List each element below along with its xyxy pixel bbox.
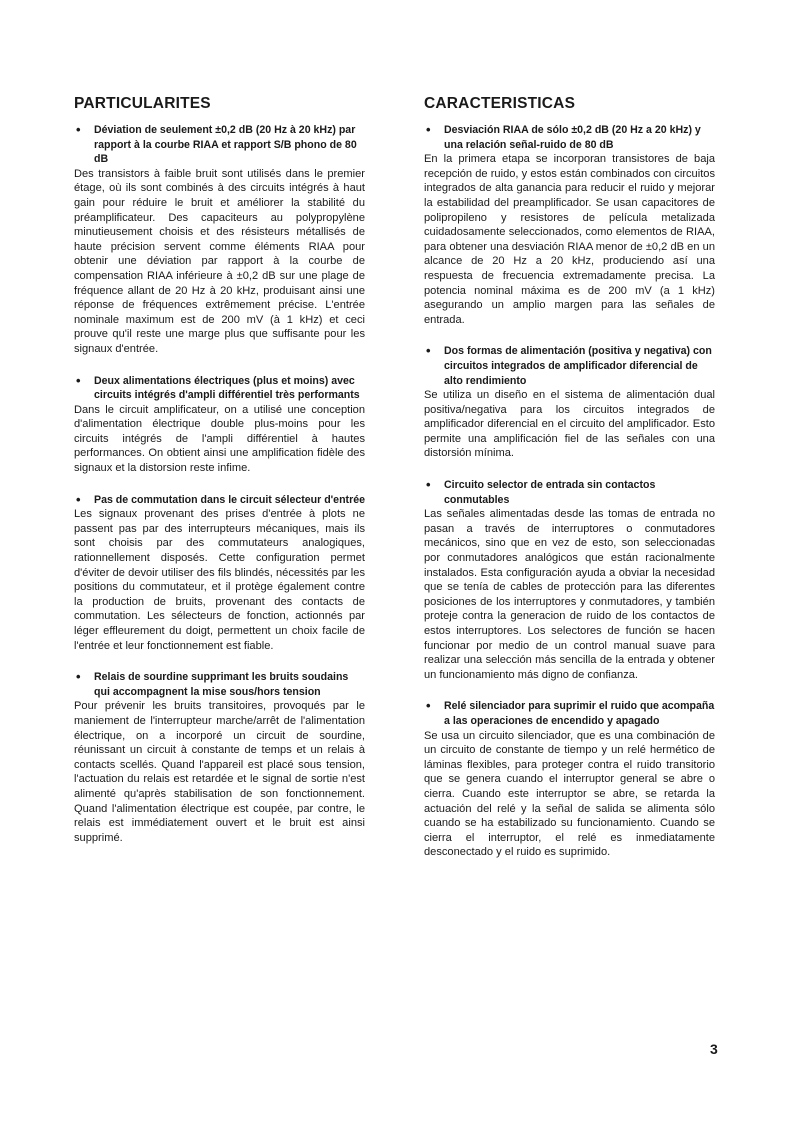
bullet-icon: •	[76, 669, 81, 685]
section-selector-fr	[74, 493, 365, 654]
section-power-fr	[74, 374, 365, 476]
bullet-text: Desviación RIAA de sólo ±0,2 dB (20 Hz a 20 kHz) y una relación señal-ruido de 80 dB	[444, 124, 701, 151]
bullet-text: Relé silenciador para suprimir el ruido que acompaña a las operaciones de encendido y apagado	[444, 700, 715, 727]
section-selector-es	[424, 478, 715, 682]
page-number: 3	[710, 1041, 718, 1057]
bullet-heading	[424, 478, 715, 507]
bullet-icon: •	[76, 372, 81, 388]
bullet-heading	[424, 344, 715, 388]
bullet-text: Dos formas de alimentación (positiva y negativa) con circuitos integrados de amplificador diferencial de alto rendimiento	[444, 345, 712, 387]
bullet-icon: •	[426, 698, 431, 714]
section-power-es	[424, 344, 715, 461]
section-body: Dans le circuit amplificateur, on a utilisé une conception d'alimentation électrique double plus-moins pour les circuits intégrés de l'ampli différentiel à hautes performances. On obtient ainsi une amplification fidèle des signaux et la distorsion reste infime.	[74, 403, 365, 475]
bullet-text: Deux alimentations électriques (plus et moins) avec circuits intégrés d'ampli différentiel très performants	[94, 374, 360, 402]
section-muting-fr	[74, 670, 365, 845]
bullet-text: Circuito selector de entrada sin contactos conmutables	[444, 479, 656, 506]
french-heading: PARTICULARITES	[74, 95, 211, 112]
bullet-text: Déviation de seulement ±0,2 dB (20 Hz à 20 kHz) par rapport à la courbe RIAA et rapport S/B phono de 80 dB	[94, 124, 357, 166]
bullet-heading	[424, 123, 715, 152]
bullet-heading	[74, 670, 365, 699]
spanish-heading: CARACTERISTICAS	[424, 95, 576, 112]
section-body: Les signaux provenant des prises d'entrée à plots ne passent pas par des interrupteurs mécaniques, mais ils sont choisis par des commutateurs analogiques, rationnellement disposés. Cette configuration permet d'éviter de devoir utiliser des fils blindés, nécessités par les positions du commutateur, et il protège également contre la production de bruits, provenant des contacts de commutation. Les sélecteurs de fonction, actionnés par léger effleurement du doigt, permettent un choix facile de l'entrée et leur fonctionnement est fiable.	[74, 508, 365, 652]
bullet-icon: •	[426, 343, 431, 359]
bullet-heading	[74, 123, 365, 167]
bullet-heading	[74, 374, 365, 403]
section-body: En la primera etapa se incorporan transistores de baja recepción de ruido, y estos están combinados con circuitos integrados de alta ganancia para reducir el ruido y mejorar la estabilidad del preamplificador. Se usan capacitores de polipropileno y resistores de película metalizada cuidadosamente seleccionados, como elementos de RIAA, para obtener una desviación RIAA menor de ±0,2 dB en un alcance de 20 Hz a 20 kHz, produciendo así una respuesta de frecuencia extremadamente precisa. La potencia nominal máxima es de 200 mV (a 1 kHz) asegurando un amplio margen para las señales de entrada.	[424, 153, 715, 326]
bullet-text: Pas de commutation dans le circuit sélecteur d'entrée	[94, 493, 365, 506]
bullet-icon: •	[76, 491, 81, 507]
section-body: Se utiliza un diseño en el sistema de alimentación dual positiva/negativa para los circuitos integrados de amplificador diferencial en el circuito del amplificador. Esto permite una amplificación fiel de las señales con una distorsión mínima.	[424, 389, 715, 460]
bullet-icon: •	[426, 122, 431, 137]
bullet-icon: •	[76, 122, 81, 137]
bullet-icon: •	[426, 477, 431, 493]
section-riaa-es	[424, 123, 715, 327]
bullet-heading	[424, 699, 715, 728]
section-body: Las señales alimentadas desde las tomas de entrada no pasan a través de interruptores o conmutadores mecánicos, sino que en vez de esto, son seleccionadas por conmutadores analógicos que están racionalmente instalados. Esta configuración ayuda a obviar la necesidad que se tenía de cables de protección para las diferentes posiciones de los interruptores y conmutadores, y también proteje contra la generacion de ruido de los contactos de estos interruptores. Los selectores de función se hacen funcionar por medio de un control manual suave para realizar una selección más sencilla de la entrada y obtener un funcionamiento más digno de confianza.	[424, 508, 715, 681]
section-riaa-fr	[74, 123, 365, 357]
french-column	[74, 94, 365, 862]
section-body: Pour prévenir les bruits transitoires, provoqués par le maniement de l'interrupteur marche/arrêt de l'alimentation électrique, on a incorporé un circuit de sourdine, réunissant un circuit à constante de temps et un relais à contacts scellés. Quand l'appareil est placé sous tension, l'actuation du relais est retardée et le signal de sortie n'est alimenté qu'après stabilisation de son fonctionnement. Quand l'alimentation électrique est coupée, par contre, le relais est immédiatement ouvert et le bruit est ainsi supprimé.	[74, 700, 365, 844]
bullet-text: Relais de sourdine supprimant les bruits soudains qui accompagnent la mise sous/hors tension	[94, 671, 349, 698]
section-body: Se usa un circuito silenciador, que es una combinación de un circuito de constante de tiempo y un relé hermético de láminas flexibles, para proteger contra el ruido transitorio que se genera cuando el interruptor general se abre o cierra. Cuando este interruptor se abre, se retarda la actuación del relé y la señal de salida se alimenta sólo cuando se ha estabilizado su funcionamiento. Cuando se cierra el interruptor, el relé es inmediatamente desconectado y el ruido es suprimido.	[424, 729, 715, 859]
section-body: Des transistors à faible bruit sont utilisés dans le premier étage, où ils sont combinés à des circuits intégrés à haut gain pour réduire le bruit et améliorer la stabilité du préamplificateur. Des capaciteurs au polypropylène minutieusement choisis et des résisteurs métallisés de haute précision servent comme éléments RIAA pour obtenir une déviation par rapport à la courbe de compensation RIAA inférieure à ±0,2 dB sur une plage de fréquence allant de 20 Hz à 20 kHz, produisant ainsi une réponse de fréquences extrêmement précise. L'entrée nominale maximum est de 200 mV (à 1 kHz) et ceci prouve qu'il reste une marge plus que suffisante pour les signaux d'entrée.	[74, 167, 365, 355]
section-muting-es	[424, 699, 715, 860]
spanish-column	[424, 94, 715, 877]
bullet-heading	[74, 493, 365, 508]
